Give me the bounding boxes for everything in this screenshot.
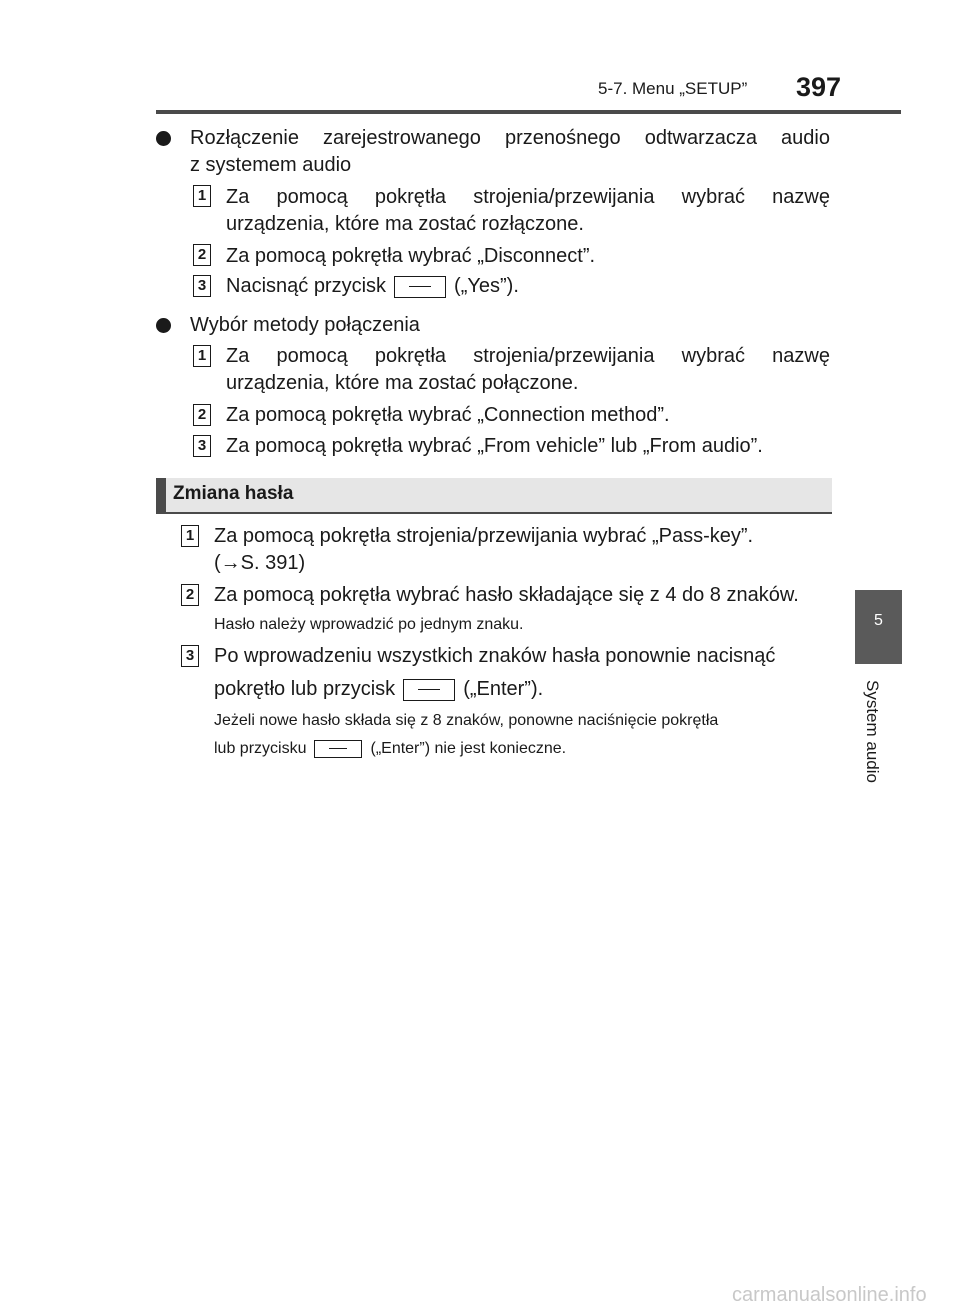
disconnect-step3-before: Nacisnąć przycisk — [226, 275, 387, 297]
step-number-badge: 2 — [193, 404, 211, 426]
section-title: Zmiana hasła — [173, 483, 294, 504]
password-step1-line1: Za pomocą pokrętła strojenia/przewijania wybrać „Pass-key”. — [214, 525, 754, 547]
connection-step2-text: Za pomocą pokrętła wybrać „Connection method”. — [226, 404, 670, 426]
disconnect-title-line1: Rozłączenie zarejestrowanego przenośnego odtwarzacza audio — [190, 127, 830, 149]
enter-button-icon — [314, 740, 362, 758]
password-step3-note-line2 — [214, 738, 566, 760]
password-step2-note: Hasło należy wprowadzić po jednym znaku. — [214, 616, 524, 633]
watermark: carmanualsonline.info — [732, 1284, 927, 1306]
chapter-number: 5 — [874, 612, 883, 629]
chapter-label: System audio — [863, 680, 882, 783]
section-header-accent — [156, 478, 166, 512]
disconnect-title-line2: z systemem audio — [190, 154, 352, 176]
step-number-badge: 1 — [181, 525, 199, 547]
step-number-badge: 1 — [193, 185, 211, 207]
page-number: 397 — [796, 72, 842, 102]
bullet-icon — [156, 131, 171, 146]
password-step3-line1: Po wprowadzeniu wszystkich znaków hasła ponownie nacisnąć — [214, 645, 776, 667]
disconnect-step1-line2: urządzenia, które ma zostać rozłączone. — [226, 213, 584, 235]
password-step3-line2-before: pokrętło lub przycisk — [214, 678, 396, 700]
step-number-badge: 1 — [193, 345, 211, 367]
password-step3-line2 — [214, 676, 543, 702]
step-number-badge: 2 — [193, 244, 211, 266]
step-number-badge: 2 — [181, 584, 199, 606]
disconnect-step2-text: Za pomocą pokrętła wybrać „Disconnect”. — [226, 245, 596, 267]
password-step3-note-before: lub przycisku — [214, 740, 307, 757]
header-divider — [156, 110, 901, 114]
step-number-badge: 3 — [193, 435, 211, 457]
step-number-badge: 3 — [193, 275, 211, 297]
connection-title: Wybór metody połączenia — [190, 314, 420, 336]
connection-step1-line2: urządzenia, które ma zostać połączone. — [226, 372, 579, 394]
enter-button-icon — [403, 679, 455, 701]
bullet-icon — [156, 318, 171, 333]
connection-step1-line1: Za pomocą pokrętła strojenia/przewijania wybrać nazwę — [226, 345, 830, 367]
header-section-title: 5-7. Menu „SETUP” — [598, 79, 748, 98]
yes-button-icon — [394, 276, 446, 298]
step-number-badge: 3 — [181, 645, 199, 667]
disconnect-step1-line1: Za pomocą pokrętła strojenia/przewijania wybrać nazwę — [226, 186, 830, 208]
password-step3-line2-after: („Enter”). — [463, 678, 544, 700]
password-step3-note-line1: Jeżeli nowe hasło składa się z 8 znaków, ponowne naciśnięcie pokrętła — [214, 712, 719, 729]
password-step3-note-after: („Enter”) nie jest konieczne. — [370, 740, 567, 757]
disconnect-step3-text — [226, 273, 519, 299]
connection-step3-text: Za pomocą pokrętła wybrać „From vehicle” lub „From audio”. — [226, 435, 763, 457]
password-step1-line2: (→S. 391) — [214, 552, 306, 574]
password-step2-text: Za pomocą pokrętła wybrać hasło składające się z 4 do 8 znaków. — [214, 584, 799, 606]
disconnect-step3-after: („Yes”). — [454, 275, 519, 297]
